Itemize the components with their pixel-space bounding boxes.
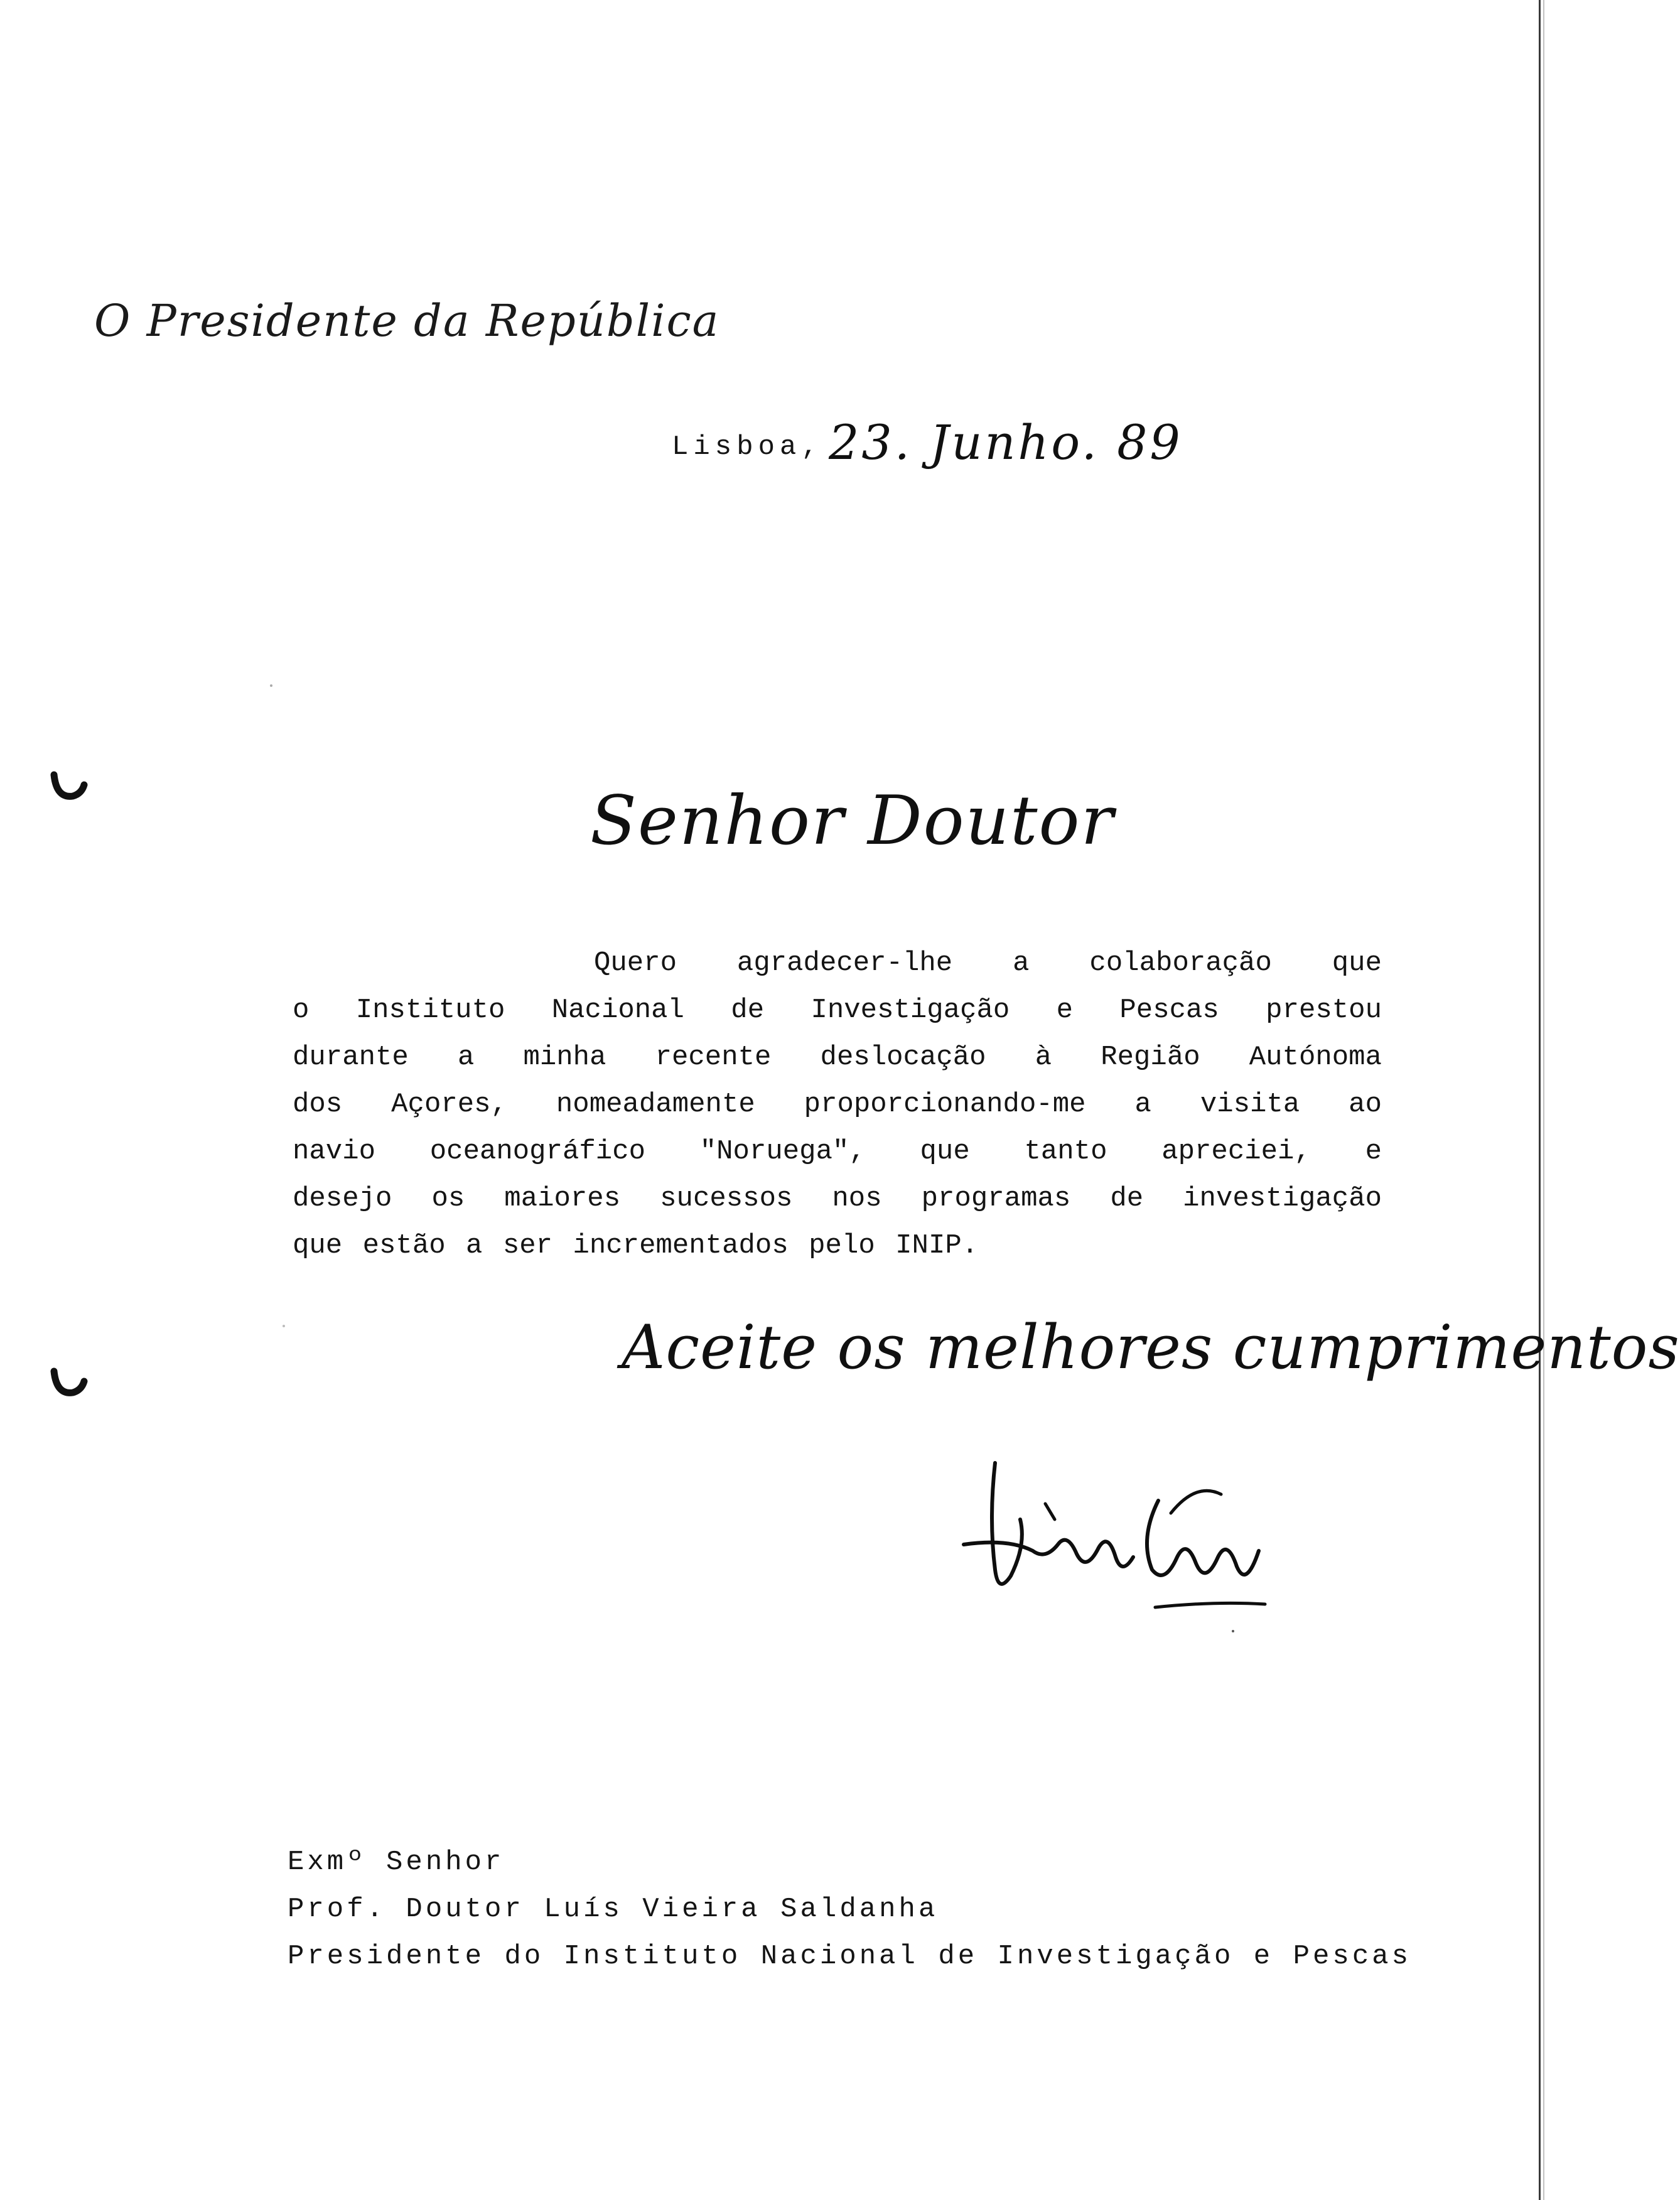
addressee-line: Prof. Doutor Luís Vieira Saldanha	[288, 1894, 939, 1925]
body-line: Quero agradecer-lhe a colaboração que	[594, 947, 1382, 979]
body-line: navio oceanográfico "Noruega", que tanto apreciei, e	[293, 1136, 1382, 1167]
addressee-block	[288, 1848, 1411, 1990]
letterhead: O Presidente da República	[94, 295, 720, 347]
scan-speck	[270, 684, 272, 687]
body-line: desejo os maiores sucessos nos programas de investigação	[293, 1183, 1382, 1214]
handwritten-salutation: Senhor Doutor	[590, 782, 1115, 860]
addressee-line: Exmº Senhor	[288, 1847, 505, 1878]
body-line: que estão a ser incrementados pelo INIP.	[293, 1230, 979, 1261]
handwritten-closing: Aceite os melhores cumprimentos	[622, 1312, 1680, 1383]
scan-edge-line	[1539, 0, 1541, 2200]
scan-edge-line-faint	[1543, 0, 1544, 2200]
body-line: o Instituto Nacional de Investigação e Pescas prestou	[293, 995, 1382, 1026]
place-label: Lisboa,	[672, 431, 823, 463]
scan-speck	[283, 1325, 285, 1327]
handwritten-date: 23. Junho. 89	[829, 414, 1183, 470]
addressee-line: Presidente do Instituto Nacional de Investigação e Pescas	[288, 1941, 1412, 1972]
signature	[951, 1444, 1278, 1651]
body-line: dos Açores, nomeadamente proporcionando-me a visita ao	[293, 1089, 1382, 1120]
letter-body	[293, 949, 1382, 1279]
body-line: durante a minha recente deslocação à Região Autónoma	[293, 1042, 1382, 1073]
punch-hole-mark-bottom	[50, 1362, 88, 1400]
punch-hole-mark-top	[50, 766, 88, 804]
